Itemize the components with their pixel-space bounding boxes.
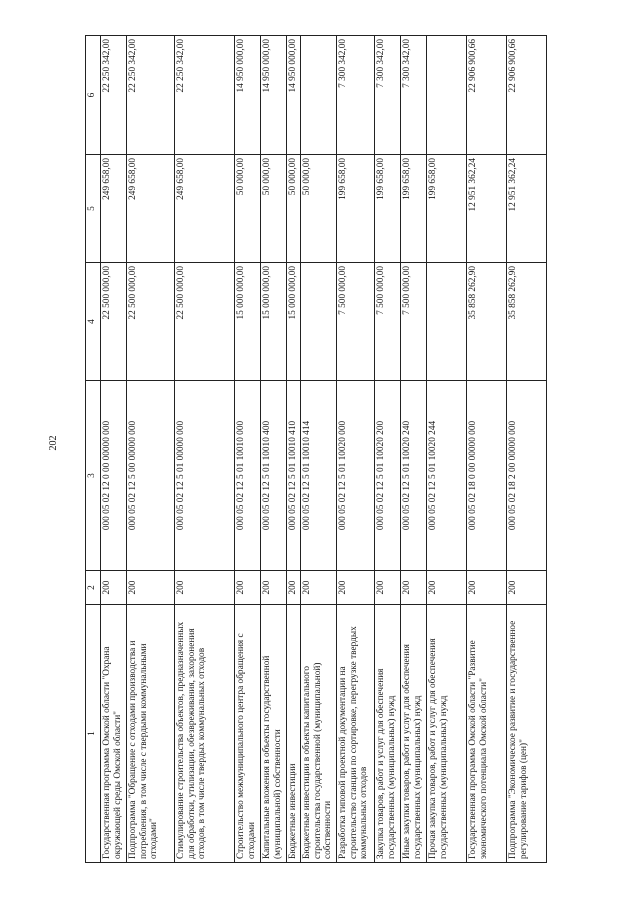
page-number: 202 xyxy=(48,435,59,451)
row-name: Бюджетные инвестиции xyxy=(287,605,301,863)
row-code: 200 xyxy=(427,571,467,605)
row-col6: 22 906 900,66 xyxy=(507,36,547,155)
row-col4: 22 500 000,00 xyxy=(101,263,127,381)
row-col6: 22 250 342,00 xyxy=(101,36,127,155)
table-row xyxy=(401,36,427,863)
row-col6: 22 906 900,66 xyxy=(467,36,507,155)
table-row xyxy=(287,36,301,863)
row-col4: 35 858 262,90 xyxy=(467,263,507,381)
table-row xyxy=(261,36,287,863)
row-col6: 14 950 000,00 xyxy=(287,36,301,155)
row-col5: 50 000,00 xyxy=(261,155,287,263)
row-col6: 22 250 342,00 xyxy=(127,36,175,155)
row-col4: 22 500 000,00 xyxy=(175,263,235,381)
row-col5: 199 658,00 xyxy=(427,155,467,263)
row-col4: 7 500 000,00 xyxy=(337,263,375,381)
budget-table xyxy=(85,35,547,863)
row-col5: 50 000,00 xyxy=(301,155,337,263)
row-kbk: 000 05 02 18 0 00 00000 000 xyxy=(467,381,507,571)
row-kbk: 000 05 02 12 5 01 10010 414 xyxy=(301,381,337,571)
header-row xyxy=(86,36,101,863)
row-col5: 12 951 362,24 xyxy=(507,155,547,263)
row-name: Строительство межмуниципального центра обращения с отходами xyxy=(235,605,261,863)
row-kbk: 000 05 02 18 2 00 00000 000 xyxy=(507,381,547,571)
header-cell: 5 xyxy=(86,155,101,263)
row-col4: 7 500 000,00 xyxy=(401,263,427,381)
row-name: Иные закупки товаров, работ и услуг для обеспечения государственных (муниципальных) нужд xyxy=(401,605,427,863)
row-code: 200 xyxy=(401,571,427,605)
row-code: 200 xyxy=(175,571,235,605)
table-row xyxy=(301,36,337,863)
row-col6: 14 950 000,00 xyxy=(261,36,287,155)
row-name: Государственная программа Омской области "Развитие экономического потенциала Омской области" xyxy=(467,605,507,863)
row-kbk: 000 05 02 12 5 01 10020 200 xyxy=(375,381,401,571)
row-code: 200 xyxy=(507,571,547,605)
row-code: 200 xyxy=(467,571,507,605)
row-kbk: 000 05 02 12 5 00 00000 000 xyxy=(127,381,175,571)
table-row xyxy=(375,36,401,863)
row-name: Подпрограмма "Обращение с отходами производства и потребления, в том числе с твердыми коммунальными отходами" xyxy=(127,605,175,863)
row-kbk: 000 05 02 12 5 01 10010 410 xyxy=(287,381,301,571)
row-col5: 50 000,00 xyxy=(287,155,301,263)
header-cell: 4 xyxy=(86,263,101,381)
row-col5: 50 000,00 xyxy=(235,155,261,263)
row-col5: 199 658,00 xyxy=(401,155,427,263)
row-col5: 249 658,00 xyxy=(175,155,235,263)
row-name: Капитальные вложения в объекты государственной (муниципальной) собственности xyxy=(261,605,287,863)
row-col6: 7 300 342,00 xyxy=(375,36,401,155)
row-kbk: 000 05 02 12 5 01 10020 244 xyxy=(427,381,467,571)
row-name: Разработка типовой проектной документации на строительство станции по сортировке, перегрузке твердых коммунальных отходов xyxy=(337,605,375,863)
row-code: 200 xyxy=(235,571,261,605)
row-col4 xyxy=(301,263,337,381)
row-code: 200 xyxy=(375,571,401,605)
row-col6: 7 300 342,00 xyxy=(337,36,375,155)
row-col4: 15 000 000,00 xyxy=(261,263,287,381)
table-row xyxy=(175,36,235,863)
row-col4: 15 000 000,00 xyxy=(235,263,261,381)
row-name: Стимулирование строительства объектов, предназначенных для обработки, утилизации, обезвреживания, захоронения отходов, в том числе твердых коммунальных отходов xyxy=(175,605,235,863)
row-col4 xyxy=(427,263,467,381)
row-code: 200 xyxy=(287,571,301,605)
table-row xyxy=(235,36,261,863)
header-cell: 2 xyxy=(86,571,101,605)
table-row xyxy=(427,36,467,863)
table-row xyxy=(337,36,375,863)
row-col5: 249 658,00 xyxy=(127,155,175,263)
row-name: Подпрограмма "Экономическое развитие и государственное регулирование тарифов (цен)" xyxy=(507,605,547,863)
row-col4: 35 858 262,90 xyxy=(507,263,547,381)
row-col4: 15 000 000,00 xyxy=(287,263,301,381)
row-kbk: 000 05 02 12 5 01 10010 400 xyxy=(261,381,287,571)
row-col4: 22 500 000,00 xyxy=(127,263,175,381)
row-kbk: 000 05 02 12 5 01 10020 000 xyxy=(337,381,375,571)
row-name: Бюджетные инвестиции в объекты капитального строительства государственной (муниципальной) собственности xyxy=(301,605,337,863)
row-col5: 199 658,00 xyxy=(375,155,401,263)
row-col5: 249 658,00 xyxy=(101,155,127,263)
table-row xyxy=(467,36,507,863)
header-cell: 3 xyxy=(86,381,101,571)
row-col6 xyxy=(427,36,467,155)
header-cell: 6 xyxy=(86,36,101,155)
row-col4: 7 500 000,00 xyxy=(375,263,401,381)
row-code: 200 xyxy=(127,571,175,605)
budget-table-rotated xyxy=(85,36,618,863)
row-code: 200 xyxy=(301,571,337,605)
row-kbk: 000 05 02 12 0 00 00000 000 xyxy=(101,381,127,571)
row-code: 200 xyxy=(101,571,127,605)
row-kbk: 000 05 02 12 5 01 10010 000 xyxy=(235,381,261,571)
row-col6 xyxy=(301,36,337,155)
row-kbk: 000 05 02 12 5 01 10020 240 xyxy=(401,381,427,571)
header-cell: 1 xyxy=(86,605,101,863)
row-code: 200 xyxy=(337,571,375,605)
row-kbk: 000 05 02 12 5 01 00000 000 xyxy=(175,381,235,571)
row-col6: 14 950 000,00 xyxy=(235,36,261,155)
row-col5: 12 951 362,24 xyxy=(467,155,507,263)
row-code: 200 xyxy=(261,571,287,605)
row-col6: 22 250 342,00 xyxy=(175,36,235,155)
row-name: Закупка товаров, работ и услуг для обеспечения государственных (муниципальных) нужд xyxy=(375,605,401,863)
row-name: Прочая закупка товаров, работ и услуг для обеспечения государственных (муниципальных) нужд xyxy=(427,605,467,863)
table-row xyxy=(127,36,175,863)
row-col5: 199 658,00 xyxy=(337,155,375,263)
table-row xyxy=(507,36,547,863)
row-col6: 7 300 342,00 xyxy=(401,36,427,155)
row-name: Государственная программа Омской области "Охрана окружающей среды Омской области" xyxy=(101,605,127,863)
table-row xyxy=(101,36,127,863)
budget-table-area xyxy=(85,36,618,863)
